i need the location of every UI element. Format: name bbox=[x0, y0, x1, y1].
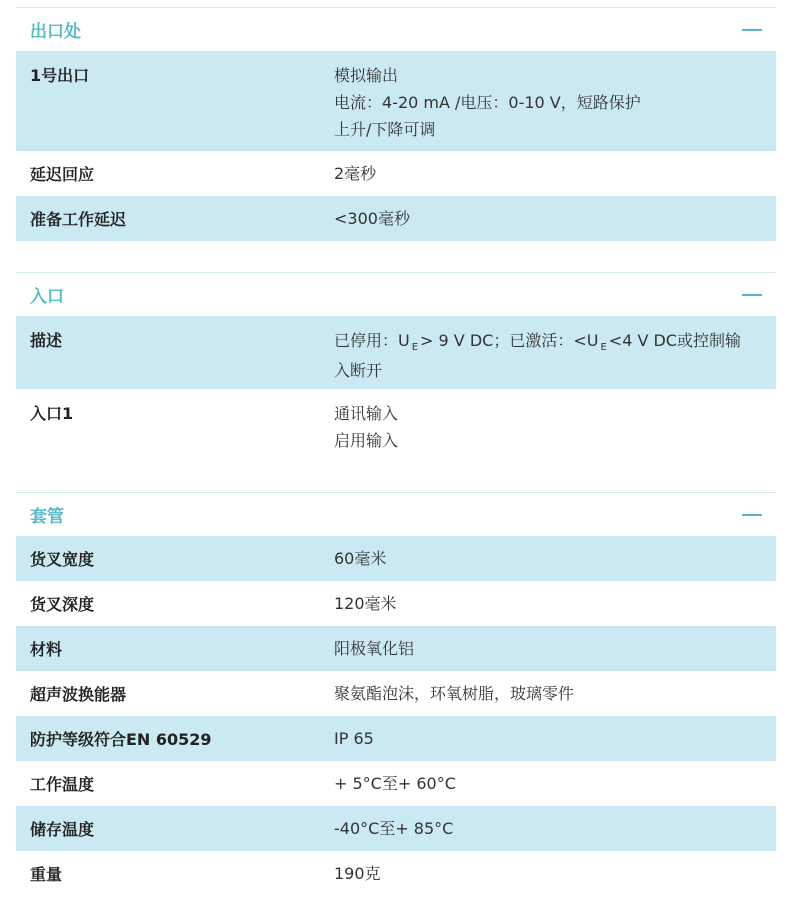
spec-label: 货叉深度 bbox=[30, 595, 95, 614]
spec-value bbox=[334, 327, 762, 389]
spec-value: 190克 bbox=[334, 864, 381, 883]
spec-value: IP 65 bbox=[334, 729, 374, 748]
spec-row-protection-class bbox=[16, 716, 776, 761]
spec-value-line: 启用输入 bbox=[334, 431, 399, 450]
spec-row-material bbox=[16, 626, 776, 671]
spec-row-fork-width bbox=[16, 536, 776, 581]
minus-icon[interactable] bbox=[742, 20, 762, 40]
section-header-output[interactable] bbox=[16, 7, 776, 51]
spec-label: 入口1 bbox=[30, 404, 74, 423]
spec-row-output-1 bbox=[16, 51, 776, 151]
spec-value: + 5°C至+ 60°C bbox=[334, 774, 456, 793]
spec-label: 储存温度 bbox=[30, 820, 95, 839]
spec-row-response-delay bbox=[16, 151, 776, 196]
subscript: E bbox=[411, 342, 419, 353]
subscript: E bbox=[600, 342, 607, 353]
minus-icon[interactable] bbox=[742, 505, 762, 525]
value-text: > 9 V DC；已激活：<U bbox=[420, 331, 599, 350]
section-title: 入口 bbox=[30, 287, 64, 307]
section-header-housing[interactable] bbox=[16, 492, 776, 536]
spec-value-line: 模拟输出 bbox=[334, 66, 399, 85]
spec-label: 防护等级符合EN 60529 bbox=[30, 730, 212, 749]
spec-label: 货叉宽度 bbox=[30, 550, 95, 569]
spec-label: 描述 bbox=[30, 331, 63, 350]
spec-value: -40°C至+ 85°C bbox=[334, 819, 454, 838]
section-housing bbox=[16, 492, 776, 896]
section-output bbox=[16, 7, 776, 241]
spec-label: 材料 bbox=[30, 640, 63, 659]
spec-label: 超声波换能器 bbox=[30, 685, 127, 704]
spec-label: 准备工作延迟 bbox=[30, 210, 127, 229]
spec-row-operating-temp bbox=[16, 761, 776, 806]
spec-value bbox=[334, 62, 762, 151]
spec-value-line bbox=[334, 327, 762, 357]
spec-row-ready-delay bbox=[16, 196, 776, 241]
spec-value: <300毫秒 bbox=[334, 209, 410, 228]
spec-value: 聚氨酯泡沫，环氧树脂，玻璃零件 bbox=[334, 684, 575, 703]
spec-value: 60毫米 bbox=[334, 549, 387, 568]
spec-value bbox=[334, 400, 762, 463]
section-header-input[interactable] bbox=[16, 272, 776, 316]
spec-value: 120毫米 bbox=[334, 594, 397, 613]
spec-label: 1号出口 bbox=[30, 66, 90, 85]
spec-value-line: 入断开 bbox=[334, 361, 383, 380]
spec-row-transducer bbox=[16, 671, 776, 716]
spec-value-line: 上升/下降可调 bbox=[334, 120, 436, 139]
section-title: 套管 bbox=[30, 507, 64, 527]
spec-label: 工作温度 bbox=[30, 775, 95, 794]
spec-row-fork-depth bbox=[16, 581, 776, 626]
spec-row-weight bbox=[16, 851, 776, 896]
spec-row-input-1 bbox=[16, 389, 776, 463]
minus-icon[interactable] bbox=[742, 285, 762, 305]
spec-value: 阳极氧化铝 bbox=[334, 639, 415, 658]
value-text: <4 V DC或控制输 bbox=[608, 331, 741, 350]
spec-row-description bbox=[16, 316, 776, 389]
spec-label: 重量 bbox=[30, 865, 63, 884]
spec-label: 延迟回应 bbox=[30, 165, 95, 184]
spec-value-line: 电流：4-20 mA /电压：0-10 V，短路保护 bbox=[334, 93, 641, 112]
value-text: 已停用：U bbox=[334, 331, 410, 350]
section-input bbox=[16, 272, 776, 463]
section-title: 出口处 bbox=[30, 22, 81, 42]
spec-row-storage-temp bbox=[16, 806, 776, 851]
spec-value-line: 通讯输入 bbox=[334, 404, 399, 423]
spec-value: 2毫秒 bbox=[334, 164, 377, 183]
